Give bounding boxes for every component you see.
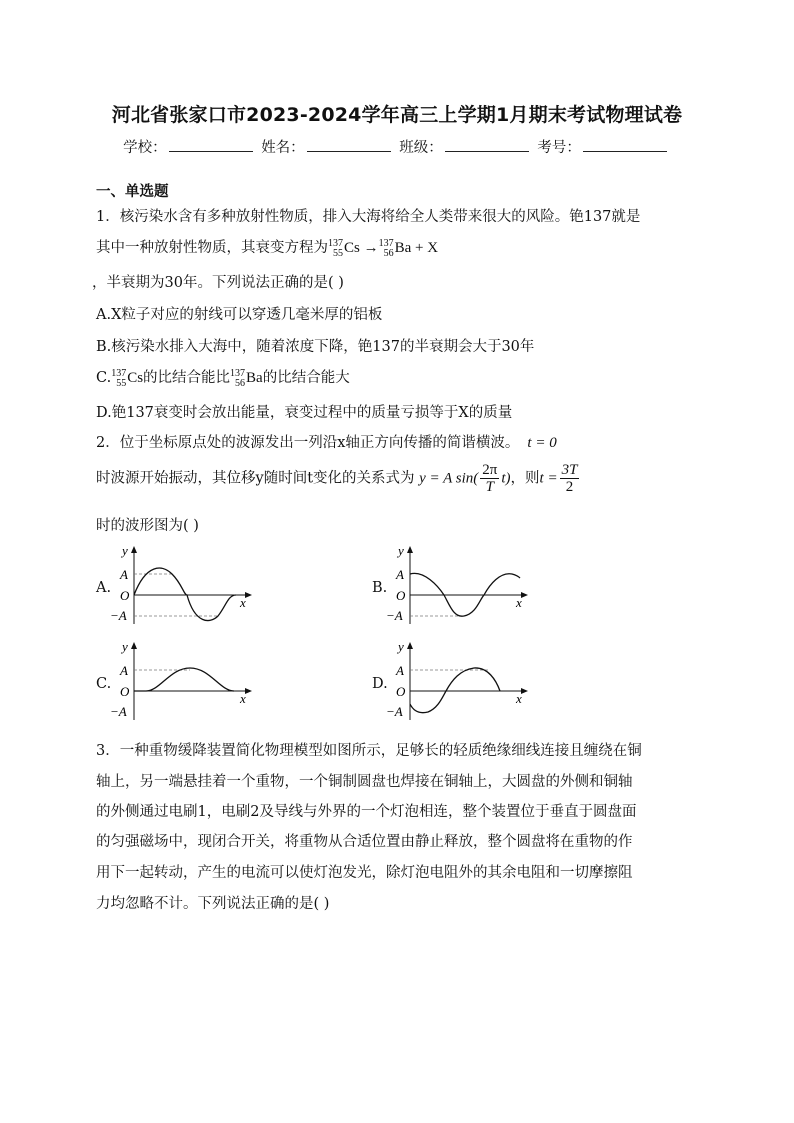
graph-b-origin-label: O	[396, 588, 406, 603]
q1-option-c: C. 137 55 Cs的比结合能比 137 56 Ba的比结合能大	[96, 367, 350, 389]
decay-equation: 137 55 Cs → 137 56 Ba + X	[328, 237, 439, 259]
q3-line6: 力均忽略不计。下列说法正确的是( )	[96, 896, 330, 912]
q3-line3: 的外侧通过电刷1，电刷2及导线与外界的一个灯泡相连，整个装置位于垂直于圆盘面	[96, 804, 637, 820]
graph-a-negamp-label: −A	[110, 608, 127, 623]
graph-d-letter: D.	[372, 676, 388, 692]
number-blank	[583, 139, 667, 152]
graph-a-svg	[110, 544, 260, 628]
frac-3T-over-2: $\frac{3T}{2}$	[561, 462, 578, 495]
graph-b-letter: B.	[372, 580, 388, 596]
q1-line2	[96, 236, 438, 259]
name-blank	[307, 139, 391, 152]
q3-line4: 的匀强磁场中，现闭合开关，将重物从合适位置由静止释放，整个圆盘将在重物的作	[96, 834, 633, 850]
graph-a-x-label: x	[240, 595, 246, 610]
document-title: 河北省张家口市2023-2024学年高三上学期1月期末考试物理试卷	[111, 104, 683, 126]
graph-b-svg	[386, 544, 536, 628]
graph-b-negamp-label: −A	[386, 608, 403, 623]
ba-isotope: 137 56	[378, 237, 394, 259]
graph-a-y-label: y	[122, 544, 128, 558]
q1-option-b: B.核污染水排入大海中，随着浓度下降，铯137的半衰期会大于30年	[96, 339, 535, 355]
q3-line1: 3．一种重物缓降装置简化物理模型如图所示，足够长的轻质绝缘细线连接且缠绕在铜	[96, 743, 642, 759]
graph-a-letter: A.	[96, 580, 112, 596]
graph-d-x-label: x	[516, 691, 522, 706]
graph-b-y-label: y	[398, 544, 404, 558]
cs-isotope-c: 137 55	[111, 367, 127, 389]
school-blank	[169, 139, 253, 152]
graph-d-origin-label: O	[396, 684, 406, 699]
q2-line3: 时的波形图为( )	[96, 518, 199, 534]
graph-a-origin-label: O	[120, 588, 130, 603]
graph-d-svg	[386, 640, 536, 724]
class-label: 班级：	[399, 140, 443, 156]
graph-c-y-label: y	[122, 640, 128, 654]
ba-isotope-c: 137 56	[230, 367, 246, 389]
frac-2pi-over-T: $\frac{2\pi}{T}$	[482, 462, 498, 495]
number-label: 考号：	[537, 140, 581, 156]
graph-c-svg	[110, 640, 260, 724]
class-blank	[445, 139, 529, 152]
q1-line2-text: 其中一种放射性物质，其衰变方程为	[96, 240, 328, 256]
q1-option-a: A.X粒子对应的射线可以穿透几毫米厚的铝板	[96, 307, 383, 323]
graph-d-amp-label: A	[396, 663, 404, 678]
graph-d-y-label: y	[398, 640, 404, 654]
section-heading: 一、单选题	[96, 184, 169, 200]
graph-c-letter: C.	[96, 676, 112, 692]
cs-isotope: 137 55	[328, 237, 343, 259]
q2-line1: 2．位于坐标原点处的波源发出一列沿x轴正方向传播的简谐横波。 t = 0	[96, 435, 557, 451]
q3-line2: 轴上，另一端悬挂着一个重物，一个铜制圆盘也焊接在铜轴上，大圆盘的外侧和铜轴	[96, 774, 633, 790]
graph-a-amp-label: A	[120, 567, 128, 582]
graph-c-negamp-label: −A	[110, 704, 127, 719]
name-label: 姓名：	[261, 140, 305, 156]
q2-line2: 时波源开始振动，其位移y随时间t变化的关系式为 y = A sin( $\frac{2\pi}{T}$ t)，则t = $\frac{3T}{2}$	[96, 462, 578, 495]
q1-line1: 1．核污染水含有多种放射性物质，排入大海将给全人类带来很大的风险。铯137就是	[96, 209, 641, 225]
student-info-line	[0, 136, 794, 157]
q1-option-d: D.铯137衰变时会放出能量，衰变过程中的质量亏损等于X的质量	[96, 405, 513, 421]
graph-b-x-label: x	[516, 595, 522, 610]
graph-c-amp-label: A	[120, 663, 128, 678]
q1-line3: ，半衰期为30年。下列说法正确的是( )	[92, 275, 344, 291]
graph-c-origin-label: O	[120, 684, 130, 699]
graph-c-x-label: x	[240, 691, 246, 706]
graph-b-amp-label: A	[396, 567, 404, 582]
graph-d-negamp-label: −A	[386, 704, 403, 719]
q3-line5: 用下一起转动，产生的电流可以使灯泡发光，除灯泡电阻外的其余电阻和一切摩擦阻	[96, 865, 633, 881]
school-label: 学校：	[123, 140, 167, 156]
